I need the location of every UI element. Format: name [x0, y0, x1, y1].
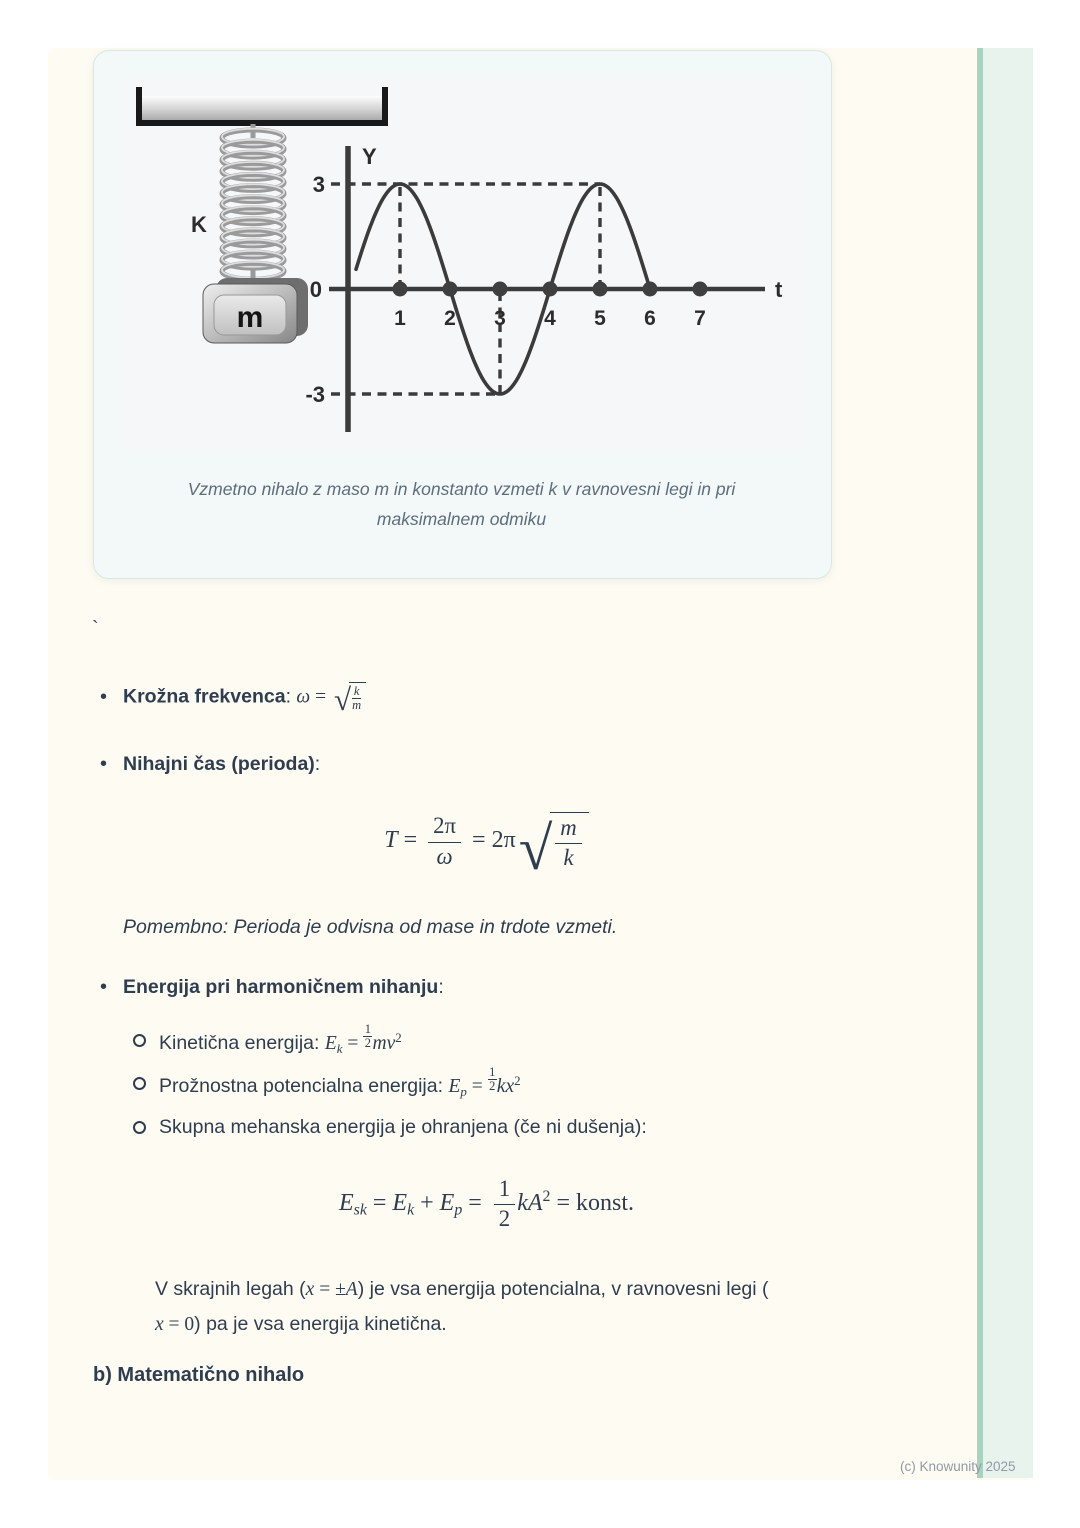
- bullet-krozna-frekvenca: [100, 666, 366, 728]
- equals: =: [310, 686, 331, 708]
- energy-formula: [93, 1176, 880, 1232]
- bullet-icon: •: [100, 975, 108, 998]
- equals: =: [397, 827, 424, 854]
- one-half-fraction: $\frac{1}{2}$: [489, 1064, 496, 1094]
- heading-matematicno-nihalo: b) Matematično nihalo: [93, 1364, 305, 1386]
- T-symbol: T: [384, 827, 398, 854]
- plus: +: [414, 1189, 440, 1216]
- k-subscript: k: [407, 1201, 415, 1219]
- figure-caption-line2: maksimalnem odmiku: [376, 509, 547, 529]
- A-symbol: A: [345, 1279, 358, 1300]
- squared: 2: [542, 1188, 551, 1206]
- proznostna-label: Prožnostna potencialna energija:: [159, 1075, 449, 1098]
- bullet-energija-text: [123, 976, 444, 999]
- x-symbol: x: [155, 1314, 164, 1335]
- y-axis-label: Y: [362, 144, 377, 169]
- svg-text:3: 3: [494, 307, 506, 330]
- subbullet-skupna-text: Skupna mehanska energija je ohranjena (če ni dušenja):: [159, 1115, 647, 1138]
- ceiling-mount: [136, 87, 388, 126]
- sqrt-k-over-m: [333, 681, 366, 717]
- bullet-nihajni-text: [123, 753, 320, 776]
- mass-label: m: [236, 301, 264, 334]
- svg-text:1: 1: [394, 307, 406, 330]
- svg-text:4: 4: [544, 307, 556, 330]
- E-symbol: E: [439, 1189, 455, 1216]
- spring-pendulum-figure: [115, 82, 804, 454]
- omega-symbol: ω: [296, 686, 311, 708]
- equals: =: [342, 1033, 364, 1055]
- sqrt-numerator: k: [353, 683, 360, 698]
- svg-text:7: 7: [694, 307, 706, 330]
- sqrt-m-over-k: √ m k: [519, 812, 589, 871]
- p-subscript: p: [454, 1201, 463, 1219]
- subbullet-skupna: [133, 1111, 647, 1143]
- circle-bullet-icon: [133, 1034, 146, 1047]
- svg-text:2: 2: [444, 307, 456, 330]
- bullet-krozna-text: [123, 681, 366, 717]
- E-subscript: p: [460, 1085, 467, 1100]
- kA-term: kA: [517, 1189, 543, 1216]
- equals: =: [466, 1076, 488, 1098]
- period-formula: [93, 812, 880, 884]
- stray-backtick: `: [92, 618, 99, 640]
- x-symbol: x: [305, 1279, 315, 1300]
- mv-term: mv: [372, 1033, 396, 1055]
- para-part1: V skrajnih legah (: [155, 1278, 306, 1300]
- equals-2pi: = 2π: [466, 827, 516, 854]
- subbullet-proznostna-text: [159, 1066, 521, 1100]
- squared: 2: [514, 1074, 521, 1089]
- circle-bullet-icon: [133, 1121, 146, 1134]
- circle-bullet-icon: [133, 1077, 146, 1090]
- subbullet-proznostna: [133, 1064, 521, 1100]
- subbullet-kineticna-text: [159, 1023, 402, 1057]
- one-half-fraction: $\frac{1}{2}$: [364, 1021, 371, 1051]
- bullet-icon: •: [100, 752, 108, 775]
- plus-minus: = ±: [314, 1279, 346, 1300]
- t-axis-label: t: [775, 277, 783, 302]
- kx-term: kx: [496, 1076, 515, 1098]
- radical-sign: √: [518, 815, 553, 884]
- konst-tail: = konst.: [550, 1189, 634, 1216]
- origin-label: 0: [309, 277, 322, 302]
- fraction-2pi-omega: $\frac{2\pi}{\omega}$: [428, 813, 461, 869]
- radical-sign: √: [333, 681, 352, 717]
- equals-zero: = 0: [163, 1314, 195, 1335]
- E-symbol: E: [448, 1076, 461, 1098]
- bullet-nihajni-bold: Nihajni čas (perioda): [123, 752, 315, 775]
- bullet-krozna-bold: Krožna frekvenca: [123, 685, 286, 708]
- E-symbol: E: [392, 1189, 408, 1216]
- copyright-footer: (c) Knowunity 2025: [900, 1459, 1016, 1474]
- bullet-energija-sep: :: [438, 975, 444, 998]
- E-subscript: k: [336, 1042, 343, 1057]
- squared: 2: [395, 1031, 402, 1046]
- green-strip: [977, 48, 1033, 1478]
- bullet-nihajni-sep: :: [314, 752, 321, 775]
- pomembno-note: Pomembno: Perioda je odvisna od mase in trdote vzmeti.: [123, 916, 618, 938]
- bullet-nihajni-cas: [100, 750, 320, 778]
- E-symbol: E: [339, 1189, 354, 1216]
- svg-text:6: 6: [644, 307, 656, 330]
- y-max-tick-label: 3: [312, 172, 325, 197]
- para-part2: ) je vsa energija potencialna, v ravnovesni legi (: [357, 1278, 769, 1300]
- kineticna-label: Kinetična energija:: [159, 1032, 325, 1055]
- bullet-energija: [100, 973, 444, 1001]
- sqrt-denominator: m: [352, 698, 362, 712]
- spring-coil: [222, 129, 284, 280]
- energy-paragraph: [155, 1272, 855, 1342]
- displacement-graph: [305, 144, 783, 432]
- E-symbol: E: [324, 1033, 337, 1055]
- spring-constant-label: K: [191, 212, 207, 237]
- para-part3: ) pa je vsa energija kinetična.: [194, 1313, 447, 1335]
- mass-block: [203, 278, 308, 343]
- equals: =: [462, 1189, 488, 1216]
- bullet-krozna-sep: :: [285, 685, 297, 708]
- figure-caption: [93, 474, 830, 534]
- bullet-energija-bold: Energija pri harmoničnem nihanju: [123, 975, 439, 998]
- equals: =: [366, 1189, 393, 1216]
- svg-text:5: 5: [594, 307, 606, 330]
- y-min-tick-label: -3: [305, 382, 325, 407]
- sk-subscript: sk: [353, 1201, 367, 1219]
- one-half-fraction: $\frac{1}{2}$: [494, 1176, 515, 1232]
- bullet-icon: •: [100, 685, 108, 708]
- subbullet-kineticna: [133, 1021, 402, 1057]
- figure-caption-line1: Vzmetno nihalo z maso m in konstanto vzmeti k v ravnovesni legi in pri: [187, 479, 736, 499]
